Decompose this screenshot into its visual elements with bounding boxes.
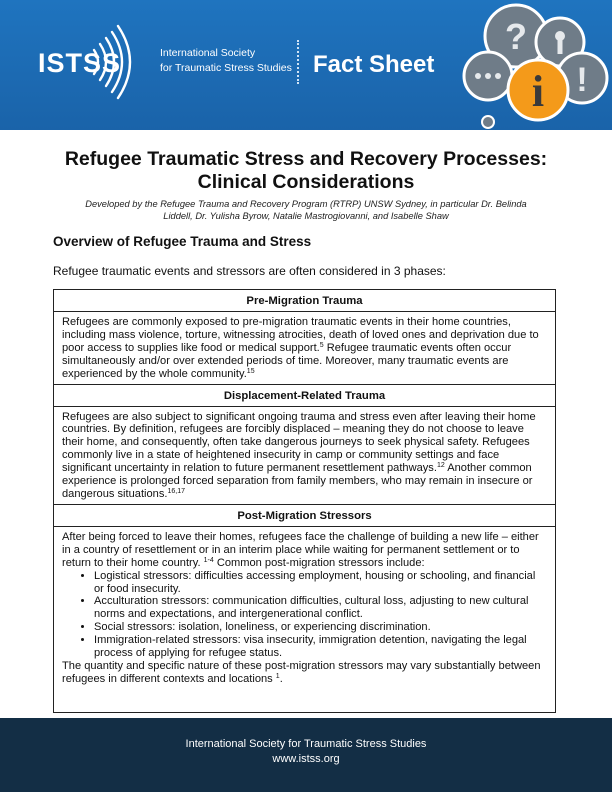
- citation: 15: [246, 367, 255, 375]
- speech-bubbles-icon: [460, 0, 612, 130]
- org-name-line1: International Society: [160, 47, 256, 59]
- org-name-line2: for Traumatic Stress Studies: [160, 62, 292, 74]
- list-item: • Logistical stressors: difficulties accessing employment, housing or schooling, and financial or food insecurity.: [94, 570, 547, 596]
- post-migration-text-part1: After being forced to leave their homes, refugees face the challenge of building a new life – either in a country of resettlement or in an interim place while waiting for permanent settlement or to return to their home country.: [62, 530, 539, 569]
- footer: [0, 718, 612, 792]
- footer-org-name: International Society for Traumatic Stress Studies: [185, 738, 427, 750]
- credits-line1: Developed by the Refugee Trauma and Recovery Program (RTRP) UNSW Sydney, in particular Dr. Belinda: [85, 199, 527, 209]
- list-item: • Immigration-related stressors: visa insecurity, immigration detention, navigating the legal process of applying for refugee status.: [94, 634, 547, 660]
- post-migration-closing-end: .: [279, 672, 283, 685]
- page-title-line1: Refugee Traumatic Stress and Recovery Processes:: [64, 148, 548, 170]
- svg-text:!: !: [576, 61, 588, 99]
- fact-sheet-label: Fact Sheet: [313, 51, 435, 78]
- post-migration-closing-text: The quantity and specific nature of these post-migration stressors may vary substantially between refugees in different contexts and locations: [62, 659, 541, 685]
- list-item: • Acculturation stressors: communication difficulties, cultural loss, adjusting to new cultural norms and expectations, and intergenerational conflict.: [94, 595, 547, 621]
- credits: [60, 198, 552, 222]
- citation: 16,17: [167, 487, 185, 495]
- pre-migration-text-part2: Refugee traumatic events often occur simultaneously and/or over extended periods of time. Moreover, many traumatic events are experienced by the whole community.: [62, 341, 512, 380]
- displacement-text-part2: Another common experience is prolonged forced separation from family members, who may remain in insecure or dangerous situations.: [62, 462, 533, 500]
- svg-text:?: ?: [505, 16, 527, 57]
- page-title: [0, 148, 612, 194]
- credits-line2: Liddell, Dr. Yulisha Byrow, Natalie Mastrogiovanni, and Isabelle Shaw: [163, 211, 449, 221]
- post-migration-text-part2: Common post-migration stressors include:: [213, 556, 425, 569]
- footer-website-link[interactable]: www.istss.org: [272, 753, 340, 765]
- post-migration-title: Post-Migration Stressors: [54, 505, 555, 527]
- displacement-text-part1: Refugees are also subject to significant ongoing trauma and stress even after leaving their home countries. By definition, refugees are forcibly displaced – meaning they do not choose to leave their home, and consequently, often take dangerous journeys to seek physical safety. Refugees commonly live in a state of heightened insecurity in camp or community settings and face significant uncertainty in relation to future permanent resettlement pathways.: [62, 410, 536, 475]
- pre-migration-text-part1: Refugees are commonly exposed to pre-migration traumatic events in their home countries, including mass violence, torture, witnessing atrocities, death of loved ones and deprivation due to poor access to supplies like food or medical support.: [62, 316, 539, 354]
- header-divider: [297, 40, 299, 84]
- pre-migration-title: Pre-Migration Trauma: [54, 290, 555, 312]
- displacement-section: [54, 385, 555, 505]
- intro-text: Refugee traumatic events and stressors are often considered in 3 phases:: [53, 264, 446, 278]
- svg-text:i: i: [531, 67, 545, 116]
- citation: 1-4: [203, 556, 214, 564]
- citation: 12: [436, 462, 445, 470]
- post-migration-text: [62, 531, 547, 570]
- page-title-line2: Clinical Considerations: [197, 171, 415, 193]
- istss-logo-text: ISTSS: [38, 48, 122, 78]
- displacement-text: [62, 411, 547, 501]
- citation: 1: [275, 672, 280, 680]
- displacement-title: Displacement-Related Trauma: [54, 385, 555, 407]
- list-item: • Social stressors: isolation, loneliness, or experiencing discrimination.: [94, 621, 547, 634]
- section-heading: Overview of Refugee Trauma and Stress: [53, 234, 312, 249]
- post-migration-closing: [62, 660, 547, 686]
- pre-migration-text: [62, 316, 547, 381]
- citation: 5: [319, 341, 324, 349]
- pre-migration-section: [54, 290, 555, 385]
- sound-wave-logo-icon: [88, 22, 148, 102]
- stressor-list: [62, 570, 547, 660]
- post-migration-section: [54, 505, 555, 689]
- org-name: [160, 46, 292, 76]
- fact-sheet-header: [0, 0, 612, 130]
- phases-table: [53, 289, 556, 713]
